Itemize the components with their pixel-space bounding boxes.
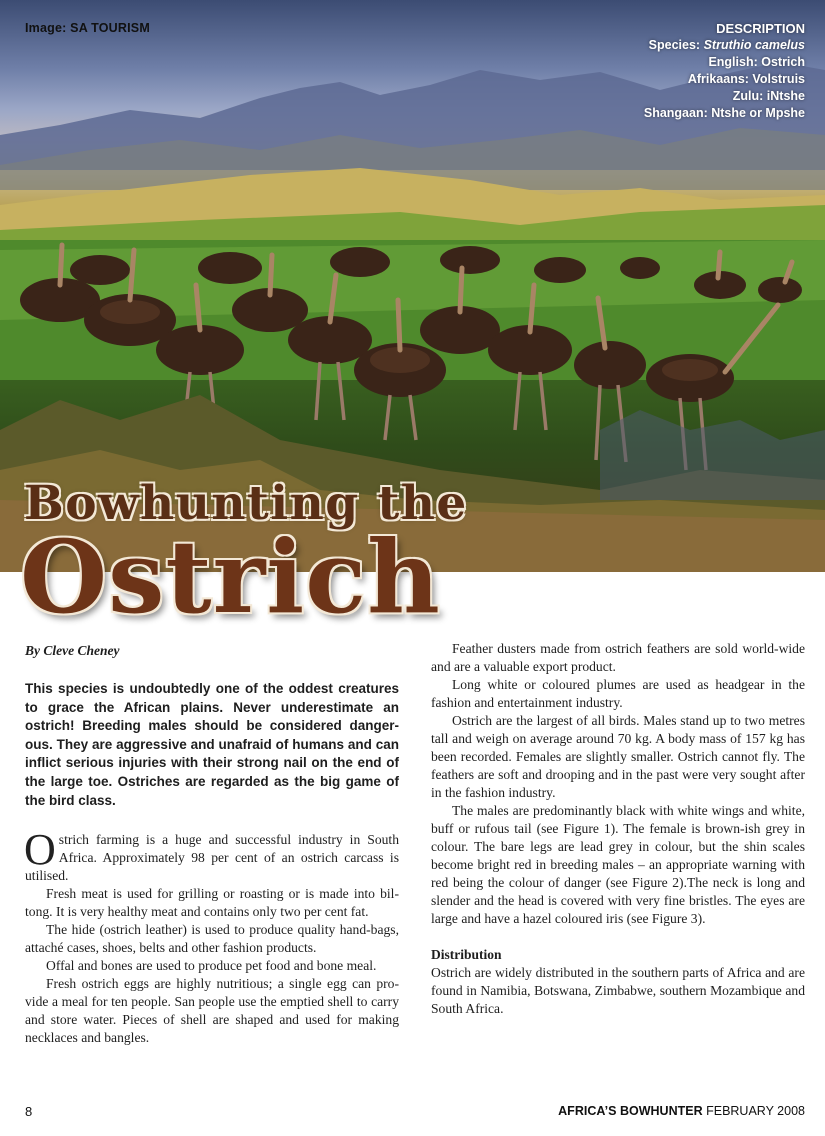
issue-date: FEBRUARY 2008: [706, 1104, 805, 1118]
species-description-box: [644, 20, 805, 122]
zulu-name: Zulu: iNtshe: [732, 89, 805, 103]
body-paragraph: The hide (ostrich leather) is used to produce quality hand-bags, attaché cases, shoes, belts and other fashion products.: [25, 922, 399, 956]
magazine-name: AFRICA’S BOWHUNTER: [558, 1104, 703, 1118]
english-name: English: Ostrich: [708, 55, 805, 69]
title-line-2: Ostrich: [20, 518, 441, 636]
afrikaans-name: Afrikaans: Volstruis: [687, 72, 805, 86]
left-column: [25, 642, 399, 1047]
body-paragraph: Ostrich are widely distributed in the southern parts of Africa and are found in Namibia, Botswana, Zimbabwe, southern Mozambique and South Africa.: [431, 965, 805, 1016]
body-paragraph: Feather dusters made from ostrich feathers are sold world-wide and are a valuable export product.: [431, 641, 805, 674]
description-heading: DESCRIPTION: [716, 21, 805, 36]
species-line: [644, 37, 805, 54]
body-paragraph: Long white or coloured plumes are used as headgear in the fashion and entertainment industry.: [431, 677, 805, 710]
body-paragraph: Offal and bones are used to produce pet food and bone meal.: [46, 958, 377, 974]
section-heading-distribution: Distribution: [431, 947, 502, 962]
body-paragraph: Fresh ostrich eggs are highly nutritious; a single egg can pro-vide a meal for ten people. San people use the emptied shell to carry and store water. Pieces of shell are shaped and used for making necklaces and bangles.: [25, 976, 399, 1046]
page-number: 8: [25, 1104, 33, 1119]
title-line-1: Bowhunting the: [24, 476, 468, 531]
drop-cap: O: [24, 825, 56, 875]
body-paragraph: Fresh meat is used for grilling or roasting or is made into bil-tong. It is very healthy meat and contains only two per cent fat.: [25, 886, 399, 920]
species-scientific-name: Struthio camelus: [703, 38, 805, 52]
byline: By Cleve Cheney: [25, 643, 120, 658]
right-column: [431, 640, 805, 1018]
body-paragraph: Ostrich are the largest of all birds. Males stand up to two metres tall and weigh on average around 70 kg. A body mass of 157 kg has been recorded. Females are slightly smaller. Ostrich cannot fly. The feathers are soft and drooping and in the past were very sought after in the fashion industry.: [431, 713, 805, 800]
species-label: Species:: [648, 38, 701, 52]
body-paragraph: [24, 825, 399, 885]
shangaan-name: Shangaan: Ntshe or Mpshe: [643, 106, 805, 120]
image-credit: Image: SA TOURISM: [25, 21, 150, 35]
body-paragraph: The males are predominantly black with white wings and white, buff or rufous tail (see Figure 1). The female is brown-ish grey in colour. The bare legs are lead grey in colour, but the shin scales become bright red in breeding males – an appropriate warning with red being the colour of danger (see Figure 2).The neck is long and slender and the head is covered with very fine bristles. The eyes are large and have a hazel coloured iris (see Figure 3).: [431, 803, 805, 926]
intro-paragraph: This species is undoubtedly one of the oddest creatures to grace the African plains. Never underestimate an ostrich! Breeding males should be considered danger-ous. They are aggressive and unafraid of humans and can inflict serious injuries with their strong nail on the end of the large toe. Ostriches are regarded as the big game of the bird class.: [25, 681, 399, 808]
magazine-footer: [558, 1104, 805, 1118]
paragraph-text: strich farming is a huge and successful industry in South Africa. Approximately 98 per cent of an ostrich carcass is utilised.: [25, 832, 399, 884]
